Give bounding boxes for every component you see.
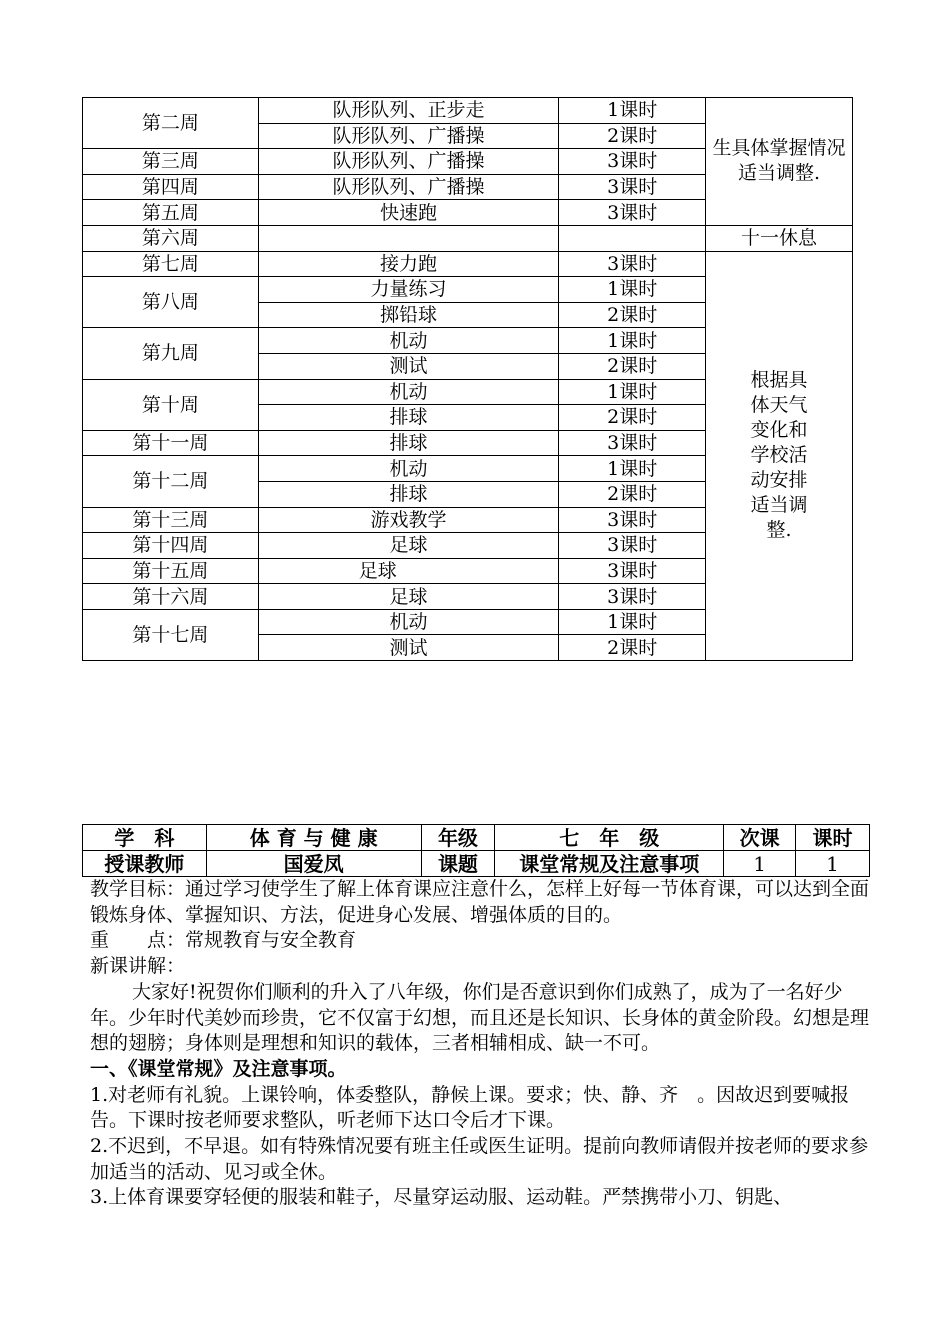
content-cell: 测试 bbox=[258, 635, 559, 661]
content-cell: 机动 bbox=[258, 328, 559, 354]
teacher-value: 国爱凤 bbox=[206, 851, 421, 877]
content-cell: 排球 bbox=[258, 430, 559, 456]
section-heading: 一、《课堂常规》及注意事项。 bbox=[90, 1057, 347, 1080]
hours-cell: 3课时 bbox=[559, 533, 706, 559]
content-cell: 足球 bbox=[258, 558, 559, 584]
hours-value: 1 bbox=[796, 851, 870, 877]
week-cell: 第十周 bbox=[83, 379, 259, 430]
content-cell: 足球 bbox=[258, 533, 559, 559]
hours-cell: 3课时 bbox=[559, 507, 706, 533]
table-row bbox=[83, 251, 853, 277]
hours-cell bbox=[559, 225, 706, 251]
hours-cell: 3课时 bbox=[559, 200, 706, 226]
content-cell: 排球 bbox=[258, 405, 559, 431]
hours-cell: 2课时 bbox=[559, 481, 706, 507]
content-cell: 测试 bbox=[258, 353, 559, 379]
table-row bbox=[83, 825, 870, 851]
content-cell: 游戏教学 bbox=[258, 507, 559, 533]
lesson-body bbox=[90, 877, 880, 1211]
week-cell: 第八周 bbox=[83, 277, 259, 328]
content-cell: 队形队列、广播操 bbox=[258, 123, 559, 149]
hours-cell: 3课时 bbox=[559, 430, 706, 456]
hours-label: 课时 bbox=[796, 825, 870, 851]
schedule-table bbox=[82, 97, 853, 661]
topic-value: 课堂常规及注意事项 bbox=[495, 851, 724, 877]
subject-value: 体 育 与 健 康 bbox=[206, 825, 421, 851]
content-cell: 机动 bbox=[258, 379, 559, 405]
intro-label: 新课讲解： bbox=[90, 955, 186, 978]
hours-cell: 2课时 bbox=[559, 123, 706, 149]
content-cell: 机动 bbox=[258, 609, 559, 635]
hours-cell: 1课时 bbox=[559, 379, 706, 405]
week-cell: 第二周 bbox=[83, 98, 259, 149]
hours-cell: 3课时 bbox=[559, 174, 706, 200]
intro-paragraph: 大家好!祝贺你们顺利的升入了八年级，你们是否意识到你们成熟了，成为了一名好少年。少年时代美妙而珍贵，它不仅富于幻想，而且还是长知识、长身体的黄金阶段。幻想是理想的翅膀；身体则是理想和知识的载体，三者相辅相成、缺一不可。 bbox=[90, 980, 870, 1055]
content-cell: 排球 bbox=[258, 481, 559, 507]
key-point: 重 点：常规教育与安全教育 bbox=[90, 929, 357, 952]
hours-cell: 2课时 bbox=[559, 353, 706, 379]
week-cell: 第七周 bbox=[83, 251, 259, 277]
table-row bbox=[83, 98, 853, 124]
hours-cell: 3课时 bbox=[559, 149, 706, 175]
table-row bbox=[83, 851, 870, 877]
session-value: 1 bbox=[724, 851, 796, 877]
week-cell: 第九周 bbox=[83, 328, 259, 379]
hours-cell: 1课时 bbox=[559, 328, 706, 354]
content-cell: 队形队列、广播操 bbox=[258, 149, 559, 175]
hours-cell: 3课时 bbox=[559, 584, 706, 610]
teaching-goal: 教学目标：通过学习使学生了解上体育课应注意什么，怎样上好每一节体育课，可以达到全面锻炼身体、掌握知识、方法，促进身心发展、增强体质的目的。 bbox=[90, 878, 870, 926]
content-cell: 掷铅球 bbox=[258, 302, 559, 328]
table-row bbox=[83, 225, 853, 251]
week-cell: 第三周 bbox=[83, 149, 259, 175]
hours-cell: 1课时 bbox=[559, 609, 706, 635]
note-cell-holiday: 十一休息 bbox=[706, 225, 853, 251]
week-cell: 第十一周 bbox=[83, 430, 259, 456]
week-cell: 第六周 bbox=[83, 225, 259, 251]
subject-label: 学 科 bbox=[83, 825, 207, 851]
grade-value: 七 年 级 bbox=[495, 825, 724, 851]
week-cell: 第十二周 bbox=[83, 456, 259, 507]
hours-cell: 3课时 bbox=[559, 251, 706, 277]
hours-cell: 1课时 bbox=[559, 456, 706, 482]
content-cell bbox=[258, 225, 559, 251]
content-cell: 足球 bbox=[258, 584, 559, 610]
hours-cell: 1课时 bbox=[559, 98, 706, 124]
hours-cell: 1课时 bbox=[559, 277, 706, 303]
content-cell: 队形队列、广播操 bbox=[258, 174, 559, 200]
hours-cell: 2课时 bbox=[559, 302, 706, 328]
content-cell: 机动 bbox=[258, 456, 559, 482]
rule-item-3: 3.上体育课要穿轻便的服装和鞋子，尽量穿运动服、运动鞋。严禁携带小刀、钥匙、 bbox=[90, 1186, 793, 1209]
hours-cell: 2课时 bbox=[559, 635, 706, 661]
week-cell: 第四周 bbox=[83, 174, 259, 200]
week-cell: 第五周 bbox=[83, 200, 259, 226]
content-cell: 队形队列、正步走 bbox=[258, 98, 559, 124]
content-cell: 接力跑 bbox=[258, 251, 559, 277]
week-cell: 第十四周 bbox=[83, 533, 259, 559]
week-cell: 第十六周 bbox=[83, 584, 259, 610]
week-cell: 第十七周 bbox=[83, 609, 259, 660]
week-cell: 第十五周 bbox=[83, 558, 259, 584]
grade-label: 年级 bbox=[421, 825, 495, 851]
topic-label: 课题 bbox=[421, 851, 495, 877]
teacher-label: 授课教师 bbox=[83, 851, 207, 877]
session-label: 次课 bbox=[724, 825, 796, 851]
note-cell-bottom: 根据具体天气变化和学校活动安排适当调整. bbox=[706, 251, 853, 661]
lesson-info-table bbox=[82, 824, 870, 877]
rule-item-2: 2.不迟到，不早退。如有特殊情况要有班主任或医生证明。提前向教师请假并按老师的要求参加适当的活动、见习或全休。 bbox=[90, 1135, 869, 1183]
week-cell: 第十三周 bbox=[83, 507, 259, 533]
hours-cell: 3课时 bbox=[559, 558, 706, 584]
rule-item-1: 1.对老师有礼貌。上课铃响，体委整队，静候上课。要求；快、静、齐 。因故迟到要喊报告。下课时按老师要求整队，听老师下达口令后才下课。 bbox=[90, 1083, 850, 1132]
content-cell: 力量练习 bbox=[258, 277, 559, 303]
content-cell: 快速跑 bbox=[258, 200, 559, 226]
note-cell-top: 生具体掌握情况适当调整. bbox=[706, 98, 853, 226]
hours-cell: 2课时 bbox=[559, 405, 706, 431]
